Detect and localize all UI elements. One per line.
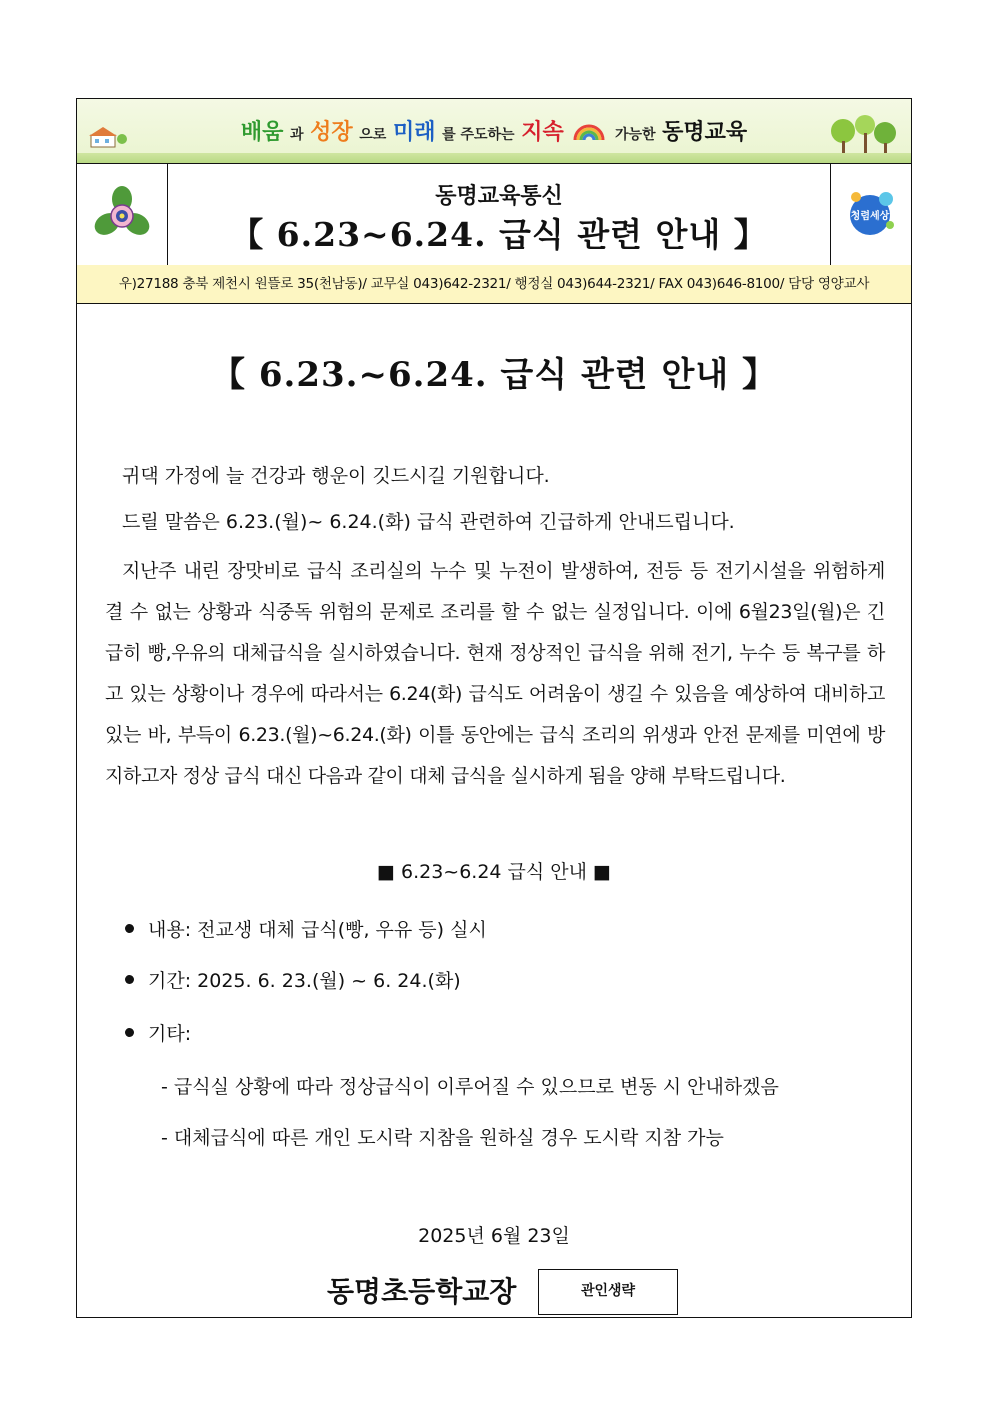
slogan-phrase: 가능한 xyxy=(614,127,656,143)
list-item xyxy=(125,915,487,942)
document-frame xyxy=(76,98,912,1318)
section-title: ■ 6.23~6.24 급식 안내 ■ xyxy=(376,861,611,883)
slogan-particle: 과 xyxy=(289,127,304,143)
slogan-phrase: 를 주도하는 xyxy=(442,127,515,143)
slogan xyxy=(77,115,911,146)
list-item xyxy=(125,966,461,993)
bullet-icon xyxy=(125,1028,134,1037)
banner-ground xyxy=(77,153,911,163)
slogan-banner xyxy=(77,99,911,164)
seal-box: 관인생략 xyxy=(538,1269,678,1315)
slogan-word-learning: 배움 xyxy=(240,120,284,145)
integrity-logo xyxy=(842,185,900,243)
rainbow-icon xyxy=(572,123,606,141)
trees-icon xyxy=(825,111,901,155)
intro-paragraph: 드릴 말씀은 6.23.(월)~ 6.24.(화) 급식 관련하여 긴급하게 안내드립니다. xyxy=(122,511,735,533)
slogan-word-dongmyeong: 동명교육 xyxy=(662,120,748,145)
school-emblem-icon xyxy=(94,186,150,242)
sub-item: - 대체급식에 따른 개인 도시락 지참을 원하실 경우 도시락 지참 가능 xyxy=(161,1127,724,1149)
sub-item: - 급식실 상황에 따라 정상급식이 이루어질 수 있으므로 변동 시 안내하겠음 xyxy=(161,1076,779,1098)
bullet-text: 기간: 2025. 6. 23.(월) ~ 6. 24.(화) xyxy=(148,970,461,992)
issue-date: 2025년 6월 23일 xyxy=(418,1225,570,1247)
address-bar: 우)27188 충북 제천시 원뜰로 35(천남동)/ 교무실 043)642-2321/ 행정실 043)644-2321/ FAX 043)646-8100/ 담당 영양교사 xyxy=(77,265,911,304)
signer-name: 동명초등학교장 xyxy=(327,1275,517,1308)
school-emblem-cell xyxy=(77,163,168,265)
header-title: 【 6.23~6.24. 급식 관련 안내 】 xyxy=(230,215,768,254)
slogan-word-growth: 성장 xyxy=(310,120,353,145)
document-title: 【 6.23.~6.24. 급식 관련 안내 】 xyxy=(210,355,778,395)
list-item xyxy=(125,1019,191,1046)
slogan-particle: 으로 xyxy=(359,127,387,143)
bullet-text: 내용: 전교생 대체 급식(빵, 우유 등) 실시 xyxy=(148,919,487,941)
slogan-word-future: 미래 xyxy=(392,120,436,145)
body-paragraph: 지난주 내린 장맛비로 급식 조리실의 누수 및 누전이 발생하여, 전등 등 전기시설을 위험하게 결 수 없는 상황과 식중독 위험의 문제로 조리를 할 수 없는 실정입니다. 이에 6월23일(월)은 긴급히 빵,우유의 대체급식을 실시하였습니다. 현재 정상적인 급식을 위해 전기, 누수 등 복구를 하고 있는 상황이나 경우에 따라서는 6.24(화) 급식도 어려움이 생길 수 있음을 예상하여 대비하고 있는 바, 부득이 6.23.(월)~6.24.(화) 이틀 동안에는 급식 조리의 위생과 안전 문제를 미연에 방지하고자 정상 급식 대신 다음과 같이 대체 급식을 실시하게 됨을 양해 부탁드립니다. xyxy=(105,560,885,787)
greeting-paragraph: 귀댁 가정에 늘 건강과 행운이 깃드시길 기원합니다. xyxy=(122,465,550,487)
slogan-word-sustain: 지속 xyxy=(521,120,564,145)
bullet-icon xyxy=(125,924,134,933)
newsletter-header xyxy=(77,163,911,266)
integrity-logo-cell xyxy=(830,163,911,265)
newsletter-name: 동명교육통신 xyxy=(435,184,563,209)
bullet-icon xyxy=(125,975,134,984)
bullet-text: 기타: xyxy=(148,1023,192,1045)
integrity-logo-text: 청렴세상 xyxy=(850,211,890,222)
header-center xyxy=(169,163,829,265)
